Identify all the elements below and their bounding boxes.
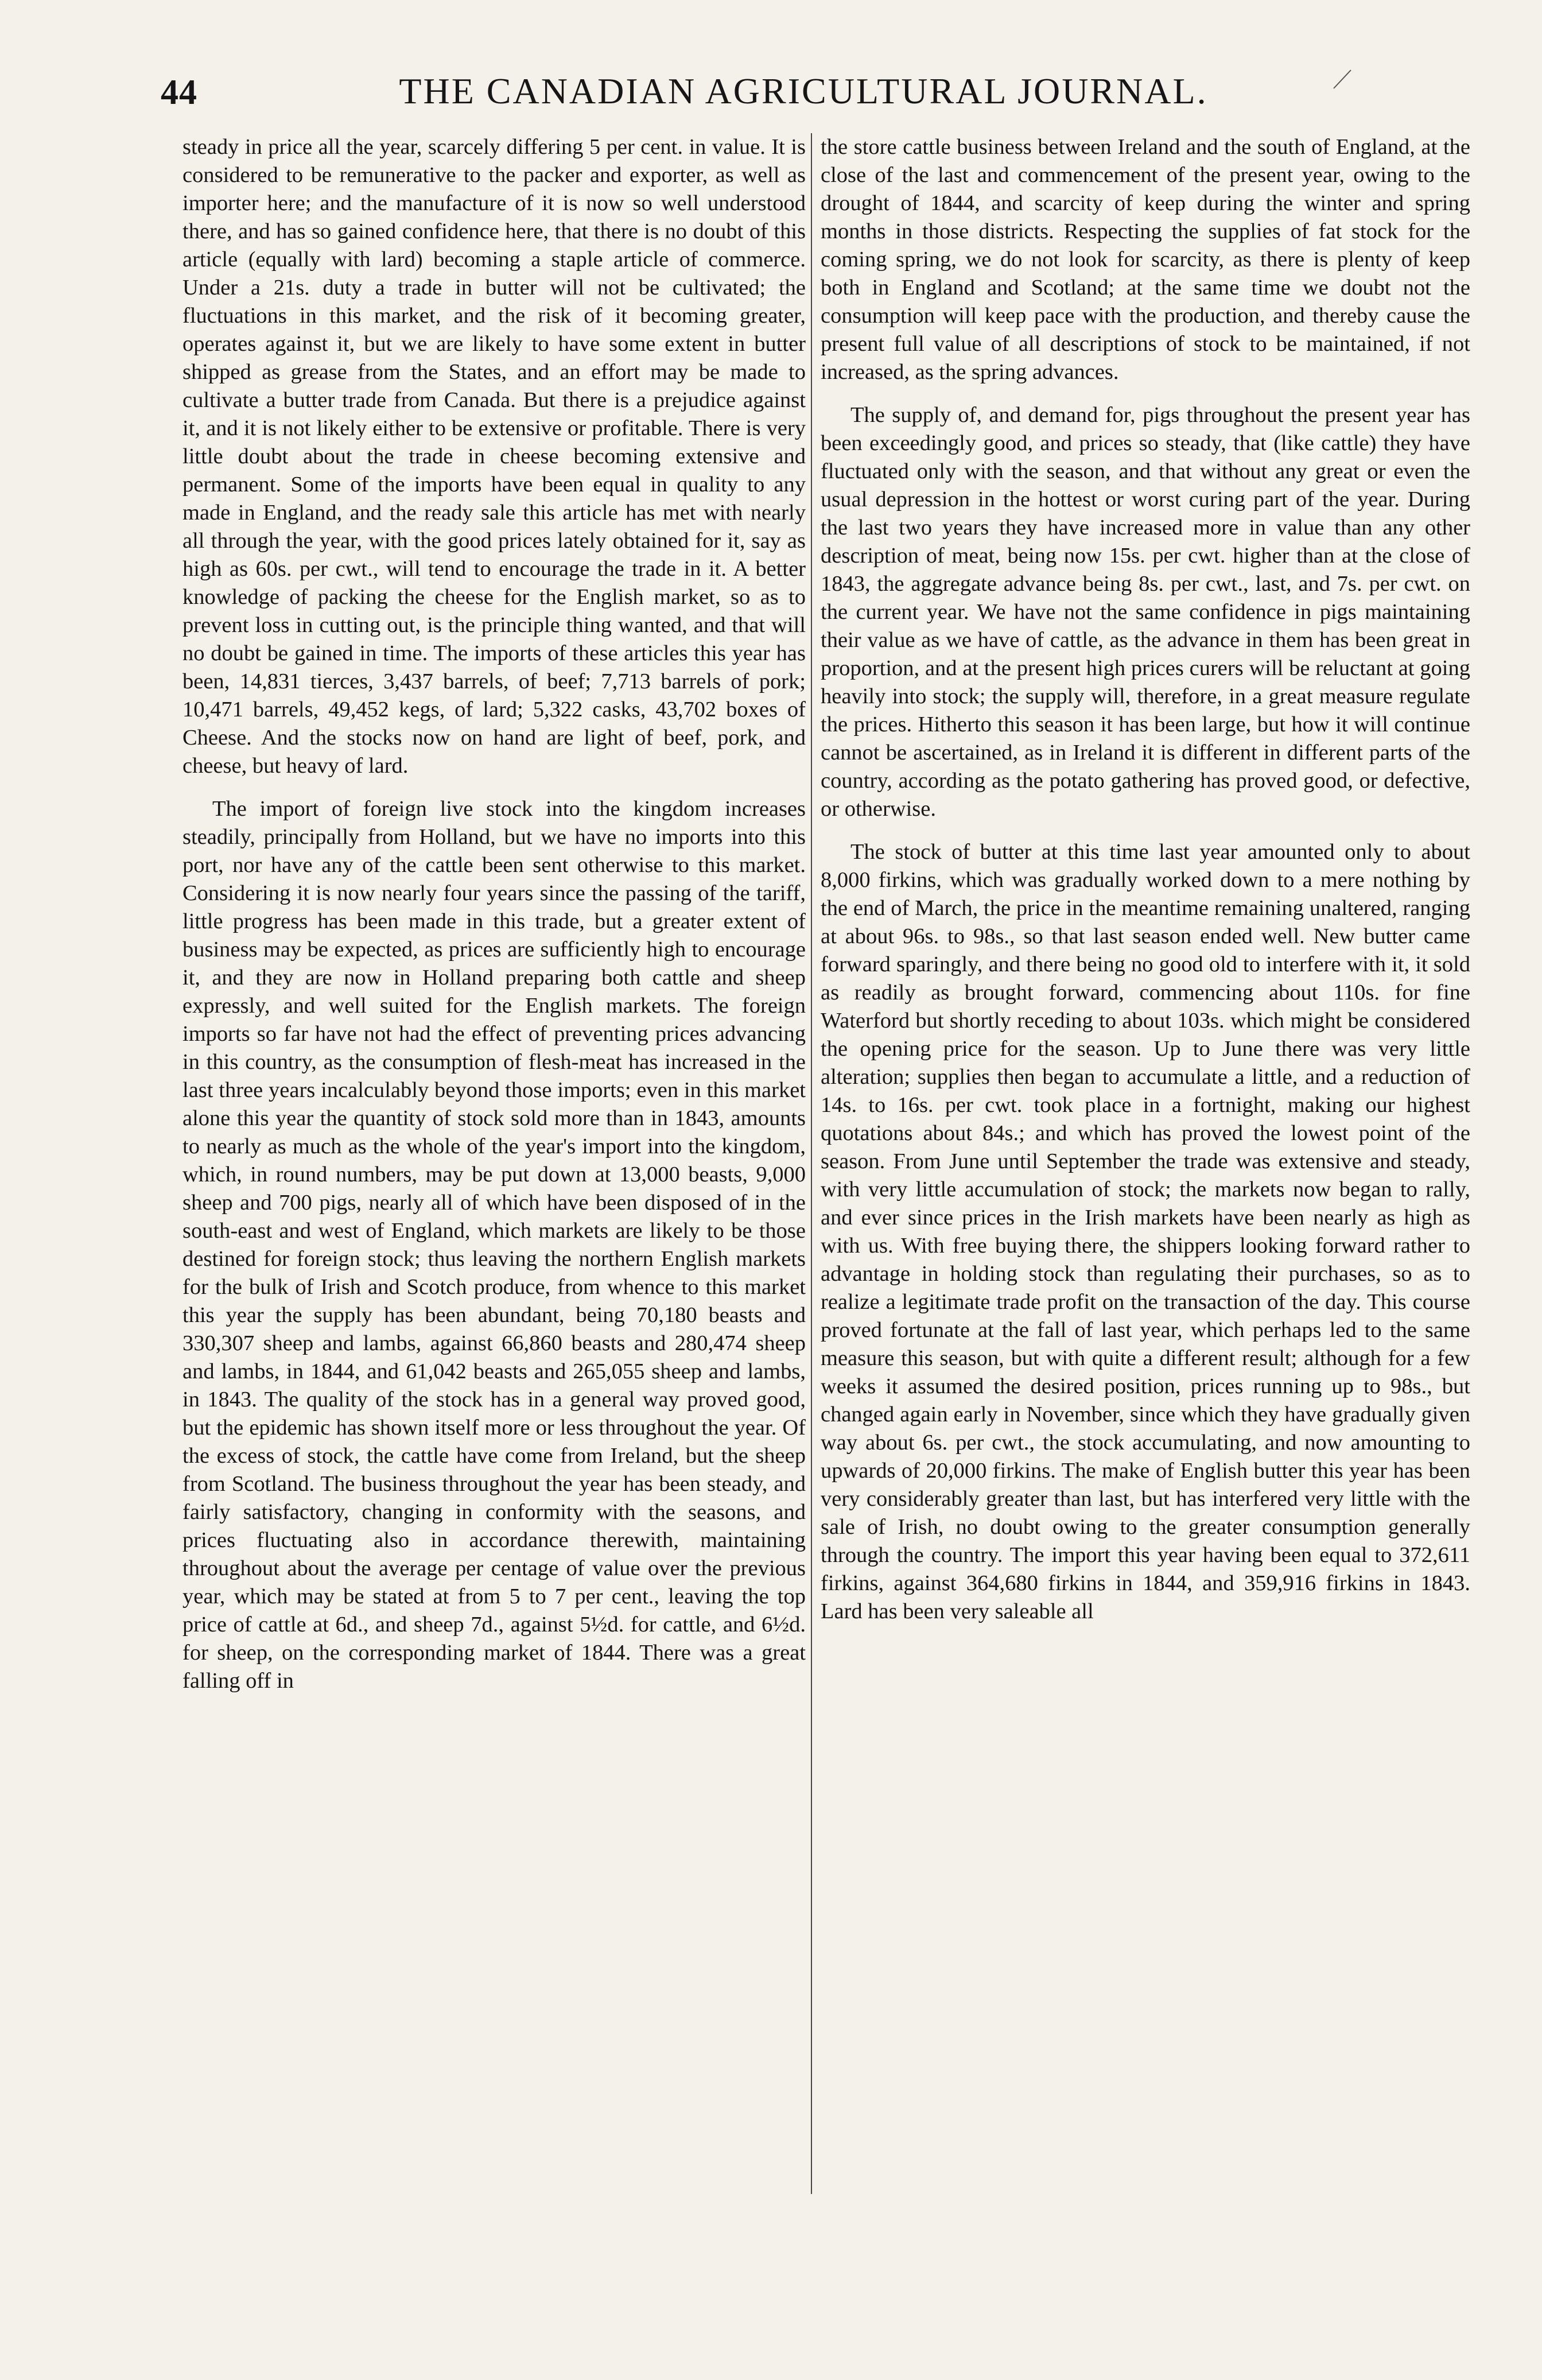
paragraph-live-stock-imports: The import of foreign live stock into the kingdom increases steadily, principally from Holland, but we have no imports into this port, nor have any of the cattle been sent otherwise to this market. Considering it is now nearly four years since the passing of the tariff, little progress has been made in this trade, but a greater extent of business may be expected, as prices are sufficiently high to encourage it, and they are now in Holland preparing both cattle and sheep expressly, and well suited for the English markets. The foreign imports so far have not had the effect of preventing prices advancing in this country, as the consumption of flesh-meat has increased in the last three years incalculably beyond those imports; even in this market alone this year the quantity of stock sold more than in 1843, amounts to nearly as much as the whole of the year's import into the kingdom, which, in round numbers, may be put down at 13,000 beasts, 9,000 sheep and 700 pigs, nearly all of which have been disposed of in the south-east and west of England, which markets are likely to be those destined for foreign stock; thus leaving the northern English markets for the bulk of Irish and Scotch produce, from whence to this market this year the supply has been abundant, being 70,180 beasts and 330,307 sheep and lambs, against 66,860 beasts and 280,474 sheep and lambs, in 1844, and 61,042 beasts and 265,055 sheep and lambs, in 1843. The quality of the stock has in a general way proved good, but the epidemic has shown itself more or less throughout the year. Of the excess of stock, the cattle have come from Ireland, but the sheep from Scotland. The business throughout the year has been steady, and fairly satisfactory, changing in conformity with the seasons, and prices fluctuating also in accordance therewith, maintaining throughout about the average per centage of value over the previous year, which may be stated at from 5 to 7 per cent., leaving the top price of cattle at 6d., and sheep 7d., against 5½d. for cattle, and 6½d. for sheep, on the corresponding market of 1844. There was a great falling off in (182, 797, 806, 1693)
right-column (821, 133, 1470, 1626)
journal-title: THE CANADIAN AGRICULTURAL JOURNAL. (399, 71, 1208, 111)
column-divider (811, 133, 812, 2194)
paragraph-butter-stock: The stock of butter at this time last year amounted only to about 8,000 firkins, which was gradually worked down to a mere nothing by the end of March, the price in the meantime remaining unaltered, ranging at about 96s. to 98s., so that last season ended well. New butter came forward sparingly, and there being no good old to interfere with it, it sold as readily as brought forward, commencing about 110s. for fine Waterford but shortly receding to about 103s. which might be considered the opening price for the season. Up to June there was very little alteration; supplies then began to accumulate a little, and a reduction of 14s. to 16s. per cwt. took place in a fortnight, making our highest quotations about 84s.; and which has proved the lowest point of the season. From June until September the trade was extensive and steady, with very little accumulation of stock; the markets now began to rally, and ever since prices in the Irish markets have been nearly as high as with us. With free buying there, the shippers looking forward rather to advantage in holding stock than regulating their purchases, so as to realize a legitimate trade profit on the transaction of the day. This course proved fortunate at the fall of last year, which perhaps led to the same measure this season, but with quite a different result; although for a few weeks it assumed the desired position, prices running up to 98s., but changed again early in November, since which they have gradually given way about 6s. per cwt., the stock accumulating, and now amounting to upwards of 20,000 firkins. The make of English butter this year has been very considerably greater than last, but has interfered very little with the sale of Irish, no doubt owing to the greater consumption generally through the country. The import this year having been equal to 372,611 firkins, against 364,680 firkins in 1844, and 359,916 firkins in 1843. Lard has been very saleable all (821, 840, 1470, 1623)
paragraph-pigs: The supply of, and demand for, pigs throughout the present year has been exceedingly good, and prices so steady, that (like cattle) they have fluctuated only with the season, and that without any great or even the usual depression in the hottest or worst curing part of the year. During the last two years they have increased more in value than any other description of meat, being now 15s. per cwt. higher than at the close of 1843, the aggregate advance being 8s. per cwt., last, and 7s. per cwt. on the current year. We have not the same confidence in pigs maintaining their value as we have of cattle, as the advance in them has been great in proportion, and at the present high prices curers will be reluctant at going heavily into stock; the supply will, therefore, in a great measure regulate the prices. Hitherto this season it has been large, but how it will continue cannot be ascertained, as in Ireland it is different in different parts of the country, according as the potato gathering has proved good, or defective, or otherwise. (821, 403, 1470, 821)
pencil-mark-icon (1331, 68, 1354, 91)
page-number: 44 (161, 73, 197, 112)
page-header (161, 62, 1481, 119)
left-column (182, 133, 806, 1695)
paragraph-store-cattle: the store cattle business between Ireland and the south of England, at the close of the last and commencement of the present year, owing to the drought of 1844, and scarcity of keep during the winter and spring months in those districts. Respecting the supplies of fat stock for the coming spring, we do not look for scarcity, as there is plenty of keep both in England and Scotland; at the same time we doubt not the consumption will keep pace with the production, and thereby cause the present full value of all descriptions of stock to be maintained, if not increased, as the spring advances. (821, 135, 1470, 384)
paragraph-butter-cheese-imports: steady in price all the year, scarcely differing 5 per cent. in value. It is considered to be remunerative to the packer and exporter, as well as importer here; and the manufacture of it is now so well understood there, and has so gained confidence here, that there is no doubt of this article (equally with lard) becoming a staple article of commerce. Under a 21s. duty a trade in butter will not be cultivated; the fluctuations in this market, and the risk of it becoming greater, operates against it, but we are likely to have some extent in butter shipped as grease from the States, and an effort may be made to cultivate a butter trade from Canada. But there is a prejudice against it, and it is not likely either to be extensive or profitable. There is very little doubt about the trade in cheese becoming extensive and permanent. Some of the imports have been equal in quality to any made in England, and the ready sale this article has met with nearly all through the year, with the good prices lately obtained for it, say as high as 60s. per cwt., will tend to encourage the trade in it. A better knowledge of packing the cheese for the English market, so as to prevent loss in cutting out, is the principle thing wanted, and that will no doubt be gained in time. The imports of these articles this year has been, 14,831 tierces, 3,437 barrels, of beef; 7,713 barrels of pork; 10,471 barrels, 49,452 kegs, of lard; 5,322 casks, 43,702 boxes of Cheese. And the stocks now on hand are light of beef, pork, and cheese, but heavy of lard. (182, 135, 806, 778)
